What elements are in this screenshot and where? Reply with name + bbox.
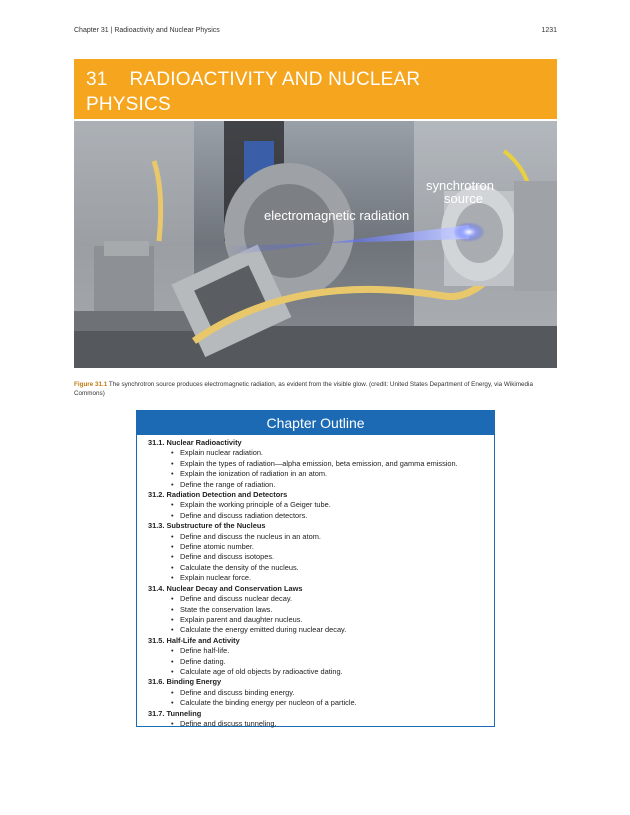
synchrotron-label-line-2: source — [444, 191, 484, 206]
learning-objective-text: Explain the working principle of a Geiger tube. — [180, 500, 331, 510]
learning-objective — [171, 511, 494, 521]
bullet-icon: • — [171, 479, 174, 489]
learning-objective-text: State the conservation laws. — [180, 604, 273, 614]
learning-objectives-list — [148, 688, 494, 709]
page-number: 1231 — [541, 27, 557, 34]
learning-objective-text: Explain nuclear radiation. — [180, 448, 263, 458]
learning-objectives-list — [148, 448, 494, 490]
learning-objectives-list — [148, 594, 494, 636]
outline-section-title[interactable]: 31.1. Nuclear Radioactivity — [148, 438, 242, 447]
learning-objectives-list — [148, 719, 494, 729]
learning-objective — [171, 698, 494, 708]
learning-objective-text: Define atomic number. — [180, 542, 254, 552]
bullet-icon: • — [171, 573, 174, 583]
learning-objective — [171, 563, 494, 573]
running-header-chapter: Chapter 31 | Radioactivity and Nuclear Physics — [74, 27, 220, 34]
outline-section — [148, 709, 494, 730]
learning-objective — [171, 552, 494, 562]
bullet-icon: • — [171, 646, 174, 656]
learning-objective — [171, 480, 494, 490]
bullet-icon: • — [171, 594, 174, 604]
learning-objective — [171, 542, 494, 552]
outline-section — [148, 636, 494, 678]
learning-objective — [171, 532, 494, 542]
learning-objective-text: Define half-life. — [180, 646, 230, 656]
bullet-icon: • — [171, 625, 174, 635]
learning-objectives-list — [148, 646, 494, 677]
outline-section-title[interactable]: 31.5. Half-Life and Activity — [148, 635, 240, 645]
learning-objective-text: Explain nuclear force. — [180, 573, 252, 583]
chapter-title-line-1 — [86, 67, 545, 92]
bullet-icon: • — [171, 687, 174, 697]
bullet-icon: • — [171, 500, 174, 510]
learning-objective — [171, 657, 494, 667]
learning-objectives-list — [148, 500, 494, 521]
synchrotron-label-line-1: synchrotron — [426, 178, 494, 193]
learning-objective — [171, 688, 494, 698]
outline-section-title[interactable]: 31.4. Nuclear Decay and Conservation Laws — [148, 583, 303, 593]
running-header — [74, 27, 557, 34]
outline-section-title[interactable]: 31.2. Radiation Detection and Detectors — [148, 490, 288, 500]
bullet-icon: • — [171, 469, 174, 479]
outline-section — [148, 490, 494, 521]
bullet-icon: • — [171, 718, 174, 728]
chapter-title-text-1: RADIOACTIVITY AND NUCLEAR — [129, 69, 421, 90]
bullet-icon: • — [171, 542, 174, 552]
em-radiation-label: electromagnetic radiation — [264, 208, 410, 223]
learning-objective — [171, 615, 494, 625]
chapter-outline-list — [137, 435, 494, 729]
bullet-icon: • — [171, 604, 174, 614]
learning-objective-text: Define and discuss radiation detectors. — [180, 510, 308, 520]
learning-objective — [171, 500, 494, 510]
outline-section — [148, 677, 494, 708]
learning-objective — [171, 719, 494, 729]
bullet-icon: • — [171, 666, 174, 676]
outline-section-title[interactable]: 31.7. Tunneling — [148, 708, 202, 718]
outline-section — [148, 521, 494, 583]
outline-section-title[interactable]: 31.6. Binding Energy — [148, 677, 222, 687]
outline-section — [148, 584, 494, 636]
chapter-opening-photo — [74, 121, 557, 368]
learning-objective-text: Define and discuss isotopes. — [180, 552, 275, 562]
bullet-icon: • — [171, 552, 174, 562]
learning-objective — [171, 469, 494, 479]
outline-section — [148, 438, 494, 490]
learning-objectives-list — [148, 532, 494, 584]
learning-objective-text: Calculate the energy emitted during nuclear decay. — [180, 625, 347, 635]
chapter-outline-box — [136, 410, 495, 727]
bullet-icon: • — [171, 531, 174, 541]
learning-objective-text: Define dating. — [180, 656, 226, 666]
learning-objective — [171, 448, 494, 458]
learning-objective-text: Explain the types of radiation—alpha emission, beta emission, and gamma emission. — [180, 458, 458, 468]
learning-objective — [171, 667, 494, 677]
bullet-icon: • — [171, 656, 174, 666]
bullet-icon: • — [171, 698, 174, 708]
bullet-icon: • — [171, 510, 174, 520]
bullet-icon: • — [171, 448, 174, 458]
learning-objective-text: Define and discuss nuclear decay. — [180, 594, 293, 604]
learning-objective — [171, 459, 494, 469]
learning-objective — [171, 625, 494, 635]
learning-objective — [171, 594, 494, 604]
learning-objective-text: Explain the ionization of radiation in an atom. — [180, 469, 328, 479]
synchrotron-photo-illustration — [74, 121, 557, 368]
learning-objective-text: Define the range of radiation. — [180, 479, 276, 489]
bullet-icon: • — [171, 562, 174, 572]
chapter-title-banner — [74, 59, 557, 119]
figure-caption-label: Figure 31.1 — [74, 381, 108, 388]
learning-objective — [171, 605, 494, 615]
learning-objective — [171, 646, 494, 656]
figure-caption-text: The synchrotron source produces electromagnetic radiation, as evident from the visible glow. (credit: United States Department of Energy, via Wikimedia Commons) — [74, 381, 533, 397]
learning-objective-text: Calculate age of old objects by radioactive dating. — [180, 666, 343, 676]
learning-objective — [171, 573, 494, 583]
learning-objective-text: Define and discuss tunneling. — [180, 718, 277, 728]
chapter-title-line-2: PHYSICS — [86, 94, 171, 115]
chapter-number: 31 — [86, 69, 108, 90]
learning-objective-text: Define and discuss the nucleus in an atom. — [180, 531, 321, 541]
chapter-outline-title: Chapter Outline — [137, 411, 494, 435]
learning-objective-text: Explain parent and daughter nucleus. — [180, 614, 303, 624]
outline-section-title[interactable]: 31.3. Substructure of the Nucleus — [148, 521, 266, 531]
bullet-icon: • — [171, 614, 174, 624]
bullet-icon: • — [171, 458, 174, 468]
figure-caption — [74, 381, 557, 398]
learning-objective-text: Calculate the density of the nucleus. — [180, 562, 299, 572]
learning-objective-text: Calculate the binding energy per nucleon of a particle. — [180, 698, 357, 708]
learning-objective-text: Define and discuss binding energy. — [180, 687, 295, 697]
